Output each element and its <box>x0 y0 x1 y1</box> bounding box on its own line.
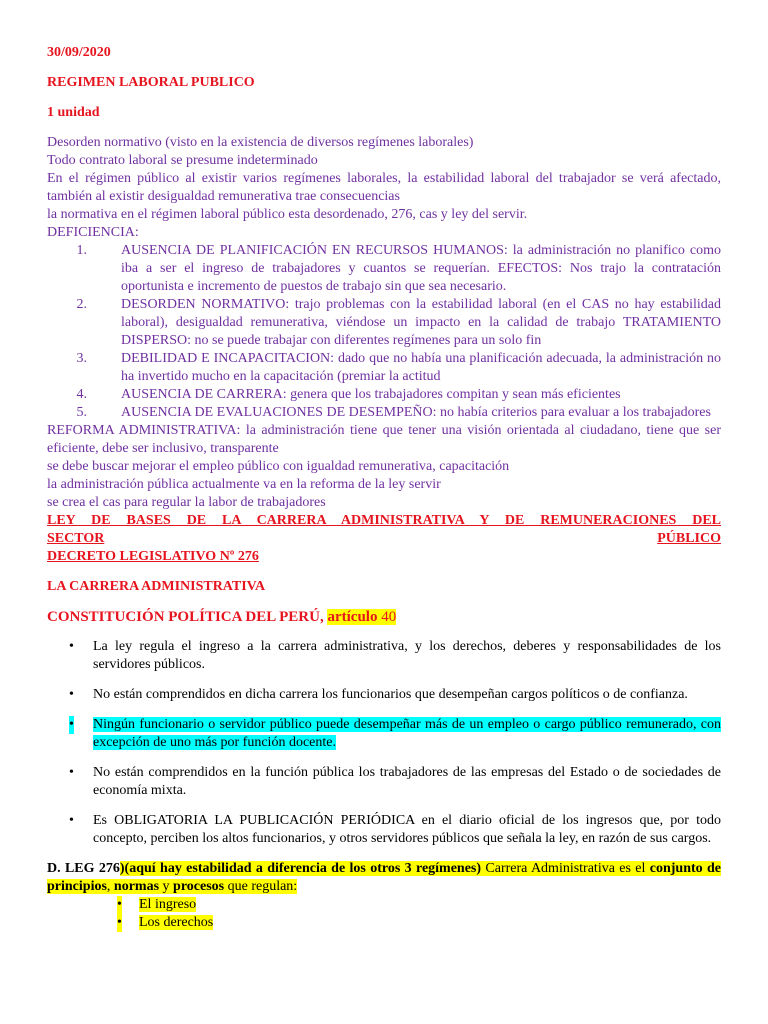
section-heading: LA CARRERA ADMINISTRATIVA <box>47 579 266 594</box>
list-text: La ley regula el ingreso a la carrera administrativa, y los derechos, deberes y responsabilidades de los servidores públicos. <box>93 639 721 672</box>
list-item <box>47 896 721 914</box>
main-heading: REGIMEN LABORAL PUBLICO <box>47 75 255 90</box>
paragraph: Desorden normativo (visto en la existencia de diversos regímenes laborales) <box>47 135 474 150</box>
dleg-bold: conjunto de principios <box>47 861 721 894</box>
law-title-right: PÚBLICO <box>657 531 721 546</box>
list-item <box>47 716 721 752</box>
bullet-icon: • <box>117 897 122 912</box>
list-text: El ingreso <box>139 897 197 912</box>
constitution-heading <box>47 608 721 626</box>
dleg-text: que regulan: <box>224 879 298 894</box>
list-item <box>47 638 721 674</box>
constitution-text: CONSTITUCIÓN POLÍTICA DEL PERÚ, <box>47 609 328 625</box>
document-body <box>47 44 721 932</box>
list-item <box>47 914 721 932</box>
bullet-icon: • <box>69 687 74 702</box>
list-text: No están comprendidos en la función pública los trabajadores de las empresas del Estado o de sociedades de economía mixta. <box>93 765 721 798</box>
list-number: 4. <box>76 387 87 402</box>
deficiency-list <box>47 242 721 422</box>
law-title: LEY DE BASES DE LA CARRERA ADMINISTRATIVA Y DE REMUNERACIONES DEL <box>47 513 721 528</box>
bullet-icon: • <box>69 717 74 732</box>
list-text: AUSENCIA DE CARRERA: genera que los trabajadores compitan y sean más eficientes <box>121 387 621 402</box>
dleg-text: Carrera Administrativa es el <box>481 861 650 876</box>
dleg-text: y <box>159 879 174 894</box>
paragraph: la normativa en el régimen laboral público esta desordenado, 276, cas y ley del servir. <box>47 207 528 222</box>
list-item <box>47 764 721 800</box>
list-text-highlighted: Ningún funcionario o servidor público puede desempeñar más de un empleo o cargo público remunerado, con excepción de uno más por función docente. <box>93 717 721 750</box>
bullet-icon: • <box>69 813 74 828</box>
dleg-lead: D. LEG 276 <box>47 861 120 876</box>
article-label: artículo <box>327 609 378 625</box>
list-text: Es OBLIGATORIA LA PUBLICACIÓN PERIÓDICA en el diario oficial de los ingresos que, por todo concepto, perciben los altos funcionarios, y otros servidores públicos que señala la ley, en razón de sus cargos. <box>93 813 721 846</box>
list-text: Los derechos <box>139 915 214 930</box>
list-number: 3. <box>76 351 87 366</box>
dleg-bold: procesos <box>173 879 225 894</box>
bullet-icon: • <box>69 639 74 654</box>
list-number: 2. <box>76 297 87 312</box>
paragraph: En el régimen público al existir varios regímenes laborales, la estabilidad laboral del trabajador se verá afectado, también al existir desigualdad remunerativa trae consecuencias <box>47 171 721 204</box>
unit-heading: 1 unidad <box>47 105 100 120</box>
list-text: AUSENCIA DE EVALUACIONES DE DESEMPEÑO: no había criterios para evaluar a los trabajadores <box>121 405 711 420</box>
list-text: No están comprendidos en dicha carrera los funcionarios que desempeñan cargos políticos o de confianza. <box>93 687 688 702</box>
law-title-line2 <box>47 530 721 548</box>
dleg-text: , <box>106 879 114 894</box>
law-title-left: SECTOR <box>47 531 105 546</box>
list-number: 1. <box>76 243 87 258</box>
dleg-paren: )(aquí hay estabilidad a diferencia de los otros 3 regímenes) <box>119 861 482 876</box>
bullet-list <box>47 638 721 848</box>
paragraph: REFORMA ADMINISTRATIVA: la administración tiene que tener una visión orientada al ciudadano, tiene que ser eficiente, debe ser inclusivo, transparente <box>47 423 721 456</box>
list-item <box>47 386 721 404</box>
sub-bullet-list <box>47 896 721 932</box>
list-item <box>47 404 721 422</box>
list-text: AUSENCIA DE PLANIFICACIÓN EN RECURSOS HUMANOS: la administración no planifico como iba a ser el ingreso de trabajadores y cuantos se requerían. EFECTOS: Nos trajo la contratación oportunista e incremento de puestos de trabajo sin que sea necesario. <box>121 243 721 294</box>
paragraph: DEFICIENCIA: <box>47 225 139 240</box>
paragraph: se crea el cas para regular la labor de trabajadores <box>47 495 326 510</box>
bullet-icon: • <box>117 915 122 930</box>
list-item <box>47 686 721 704</box>
list-text: DESORDEN NORMATIVO: trajo problemas con la estabilidad laboral (en el CAS no hay estabilidad laboral), desigualdad remunerativa, viéndose un impacto en la calidad de trabajo TRATAMIENTO DISPERSO: no se puede trabajar con diferentes regímenes para un solo fin <box>121 297 721 348</box>
bullet-icon: • <box>69 765 74 780</box>
list-item <box>47 812 721 848</box>
article-number: 40 <box>377 609 397 625</box>
dleg-bold: normas <box>113 879 160 894</box>
date: 30/09/2020 <box>47 45 111 60</box>
intro-paragraphs <box>47 134 721 512</box>
list-text: DEBILIDAD E INCAPACITACION: dado que no había una planificación adecuada, la administración no ha invertido mucho en la capacitación (premiar la actitud <box>121 351 721 384</box>
list-item <box>47 296 721 350</box>
list-number: 5. <box>76 405 87 420</box>
paragraph: la administración pública actualmente va en la reforma de la ley servir <box>47 477 441 492</box>
paragraph: se debe buscar mejorar el empleo público con igualdad remunerativa, capacitación <box>47 459 510 474</box>
list-item <box>47 350 721 386</box>
dleg-paragraph <box>47 860 721 896</box>
decree-title: DECRETO LEGISLATIVO Nº 276 <box>47 549 259 564</box>
list-item <box>47 242 721 296</box>
paragraph: Todo contrato laboral se presume indeterminado <box>47 153 318 168</box>
